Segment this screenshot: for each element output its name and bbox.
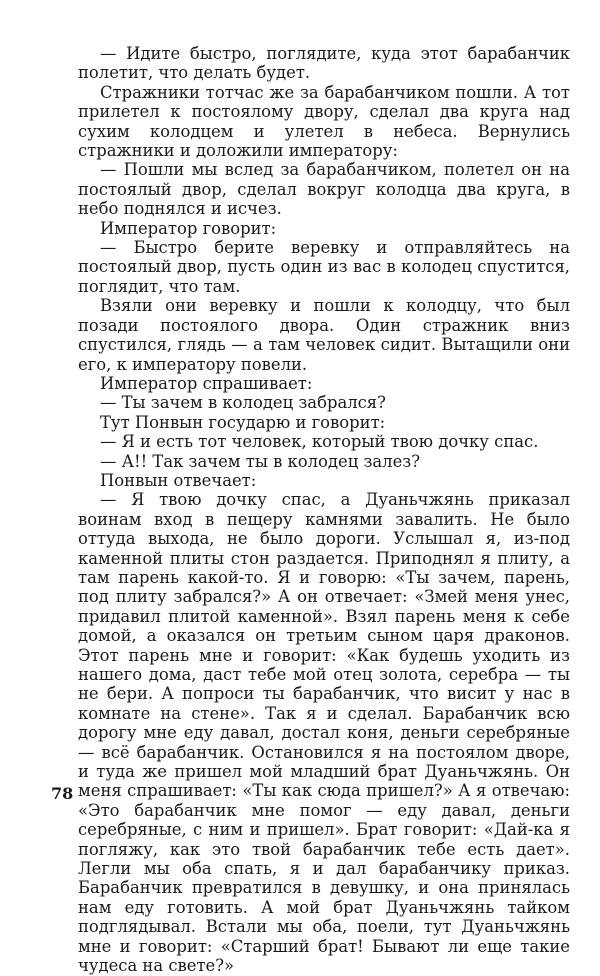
paragraph: — Ты зачем в колодец забрался?: [100, 393, 386, 413]
paragraph: Император говорит:: [100, 218, 277, 238]
paragraph: Взяли они веревку и пошли к колодцу, что был позади постоялого двора. Один стражник вниз спустился, глядь — а там человек сидит. Вытащили они его, к императору повели.: [78, 296, 570, 374]
body-text: [78, 44, 570, 976]
paragraph: — Пошли мы вслед за барабанчиком, полетел он на постоялый двор, сделал вокруг колодца два круга, в небо поднялся и исчез.: [78, 160, 570, 219]
paragraph: — Я и есть тот человек, который твою дочку спас.: [100, 432, 539, 452]
paragraph: — Идите быстро, поглядите, куда этот барабанчик полетит, что делать будет.: [78, 44, 570, 83]
paragraph: Император спрашивает:: [100, 373, 313, 393]
paragraph: Тут Понвын государю и говорит:: [100, 412, 386, 432]
paragraph: Понвын отвечает:: [100, 470, 257, 490]
paragraph: Стражники тотчас же за барабанчиком пошли. А тот прилетел к постоялому двору, сделал два круга над сухим колодцем и улетел в небеса. Вернулись стражники и доложили императору:: [78, 82, 570, 161]
paragraph: — Я твою дочку спас, а Дуаньчжянь приказал воинам вход в пещеру камнями завалить. Не было оттуда выхода, не было дороги. Услышал я, из-под каменной плиты стон раздается. Приподнял я плиту, а там парень какой-то. Я и говорю: «Ты зачем, парень, под плиту забрался?» А он отвечает: «Змей меня унес, придавил плитой каменной». Взял парень меня к себе домой, а оказался он третьим сыном царя драконов. Этот парень мне и говорит: «Как будешь уходить из нашего дома, даст тебе мой отец золота, серебра — ты не бери. А попроси ты барабанчик, что висит у нас в комнате на стене». Так я и сделал. Барабанчик всю дорогу мне еду давал, достал коня, деньги серебряные — всё барабанчик. Остановился я на постоялом дворе, и туда же пришел мой младший брат Дуаньчжянь. Он меня спрашивает: «Ты как сюда пришел?» А я отвечаю: «Это барабанчик мне помог — еду давал, деньги серебряные, с ним и пришел». Брат говорит: «Дай-ка я погляжу, как это твой барабанчик тебе есть дает». Легли мы оба спать, я и дал барабанчику приказ. Барабанчик превратился в девушку, и она принялась нам еду готовить. А мой брат Дуаньчжянь тайком подглядывал. Встали мы оба, поели, тут Дуаньчжянь мне и говорит: «Старший брат! Бывают ли еще такие чудеса на свете?»: [78, 490, 570, 976]
paragraph: — Быстро берите веревку и отправляйтесь на постоялый двор, пусть один из вас в колодец спустится, поглядит, что там.: [78, 238, 570, 296]
page-number: 78: [51, 784, 74, 803]
paragraph: — А!! Так зачем ты в колодец залез?: [100, 451, 421, 471]
